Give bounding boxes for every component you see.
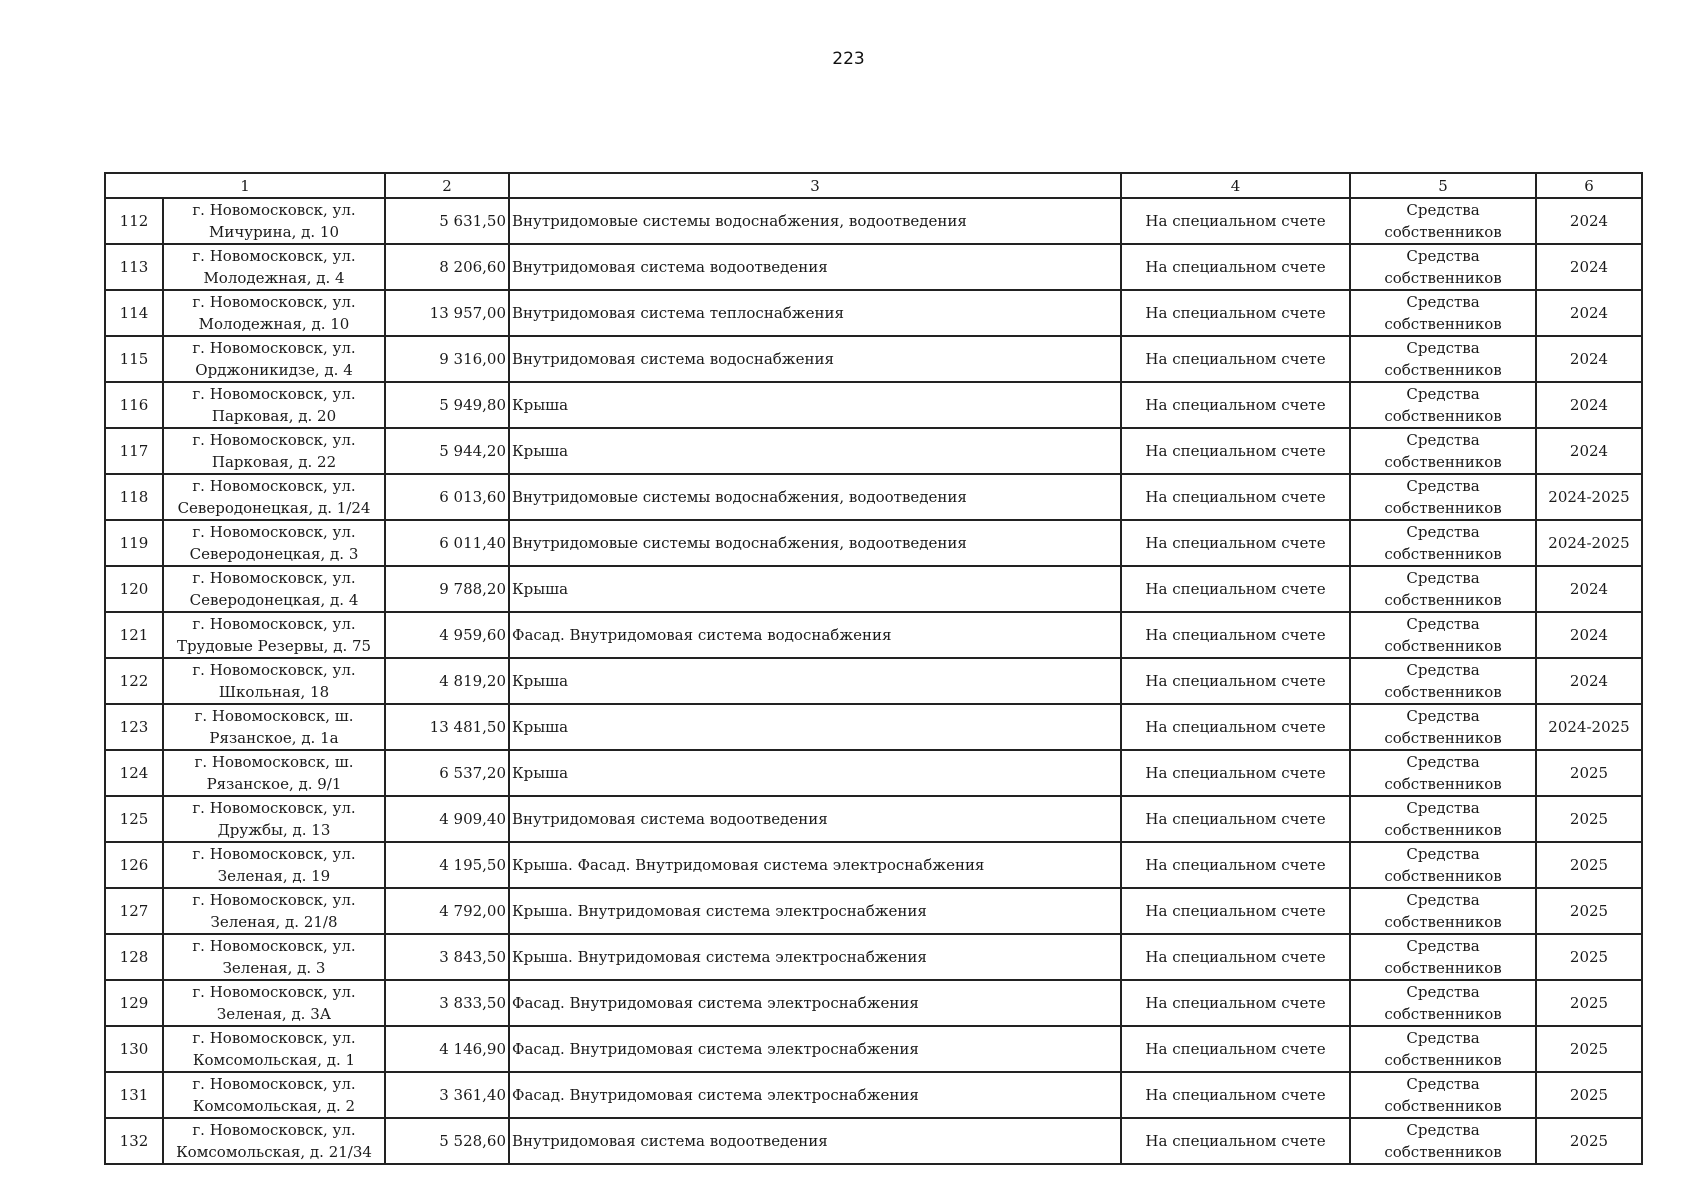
row-number: 125 xyxy=(105,796,163,842)
address-cell xyxy=(163,336,385,382)
address-line-1: г. Новомосковск, ул. xyxy=(192,661,356,679)
header-col-3: 3 xyxy=(509,173,1121,198)
address-line-1: г. Новомосковск, ул. xyxy=(192,845,356,863)
address-cell xyxy=(163,842,385,888)
row-number: 127 xyxy=(105,888,163,934)
table-row xyxy=(105,244,1642,290)
funding-source-line-2: собственников xyxy=(1384,361,1502,379)
works-cell: Внутридомовая система водоотведения xyxy=(509,1118,1121,1164)
works-cell: Крыша xyxy=(509,428,1121,474)
table-row xyxy=(105,612,1642,658)
funding-source-line-1: Средства xyxy=(1406,845,1480,863)
period-cell: 2024 xyxy=(1536,428,1642,474)
funding-source-line-1: Средства xyxy=(1406,799,1480,817)
funding-source-line-2: собственников xyxy=(1384,1051,1502,1069)
cost-cell: 4 146,90 xyxy=(385,1026,509,1072)
funding-source-cell xyxy=(1350,704,1536,750)
method-cell: На специальном счете xyxy=(1121,888,1350,934)
funding-source-line-1: Средства xyxy=(1406,523,1480,541)
row-number: 122 xyxy=(105,658,163,704)
row-number: 126 xyxy=(105,842,163,888)
works-cell: Крыша xyxy=(509,382,1121,428)
funding-source-line-2: собственников xyxy=(1384,959,1502,977)
address-line-2: Мичурина, д. 10 xyxy=(208,223,340,241)
table-row xyxy=(105,1026,1642,1072)
works-cell: Внутридомовая система водоотведения xyxy=(509,244,1121,290)
cost-cell: 5 944,20 xyxy=(385,428,509,474)
row-number: 112 xyxy=(105,198,163,244)
works-cell: Крыша. Внутридомовая система электроснабжения xyxy=(509,888,1121,934)
method-cell: На специальном счете xyxy=(1121,1072,1350,1118)
row-number: 113 xyxy=(105,244,163,290)
funding-source-line-2: собственников xyxy=(1384,821,1502,839)
address-line-1: г. Новомосковск, ул. xyxy=(192,247,356,265)
funding-source-line-1: Средства xyxy=(1406,891,1480,909)
cost-cell: 4 909,40 xyxy=(385,796,509,842)
cost-cell: 5 528,60 xyxy=(385,1118,509,1164)
funding-source-cell xyxy=(1350,566,1536,612)
table-body xyxy=(105,198,1642,1164)
address-cell xyxy=(163,750,385,796)
address-line-1: г. Новомосковск, ул. xyxy=(192,1075,356,1093)
period-cell: 2024 xyxy=(1536,198,1642,244)
funding-source-cell xyxy=(1350,244,1536,290)
table-row xyxy=(105,474,1642,520)
method-cell: На специальном счете xyxy=(1121,244,1350,290)
address-cell xyxy=(163,612,385,658)
funding-source-line-1: Средства xyxy=(1406,983,1480,1001)
page-number: 223 xyxy=(832,49,865,69)
funding-source-line-1: Средства xyxy=(1406,615,1480,633)
funding-source-cell xyxy=(1350,750,1536,796)
funding-source-line-1: Средства xyxy=(1406,1075,1480,1093)
register-table xyxy=(104,172,1643,1165)
address-line-2: Комсомольская, д. 21/34 xyxy=(176,1143,372,1161)
cost-cell: 9 316,00 xyxy=(385,336,509,382)
address-line-2: Школьная, 18 xyxy=(218,683,330,701)
row-number: 117 xyxy=(105,428,163,474)
address-line-2: Северодонецкая, д. 4 xyxy=(189,591,359,609)
address-line-1: г. Новомосковск, ул. xyxy=(192,1029,356,1047)
address-line-1: г. Новомосковск, ул. xyxy=(192,569,356,587)
funding-source-cell xyxy=(1350,1072,1536,1118)
funding-source-line-1: Средства xyxy=(1406,339,1480,357)
method-cell: На специальном счете xyxy=(1121,382,1350,428)
row-number: 121 xyxy=(105,612,163,658)
period-cell: 2025 xyxy=(1536,1026,1642,1072)
funding-source-cell xyxy=(1350,980,1536,1026)
period-cell: 2025 xyxy=(1536,1118,1642,1164)
address-cell xyxy=(163,704,385,750)
table-row xyxy=(105,888,1642,934)
address-cell xyxy=(163,934,385,980)
works-cell: Внутридомовые системы водоснабжения, водоотведения xyxy=(509,198,1121,244)
period-cell: 2024-2025 xyxy=(1536,704,1642,750)
address-line-2: Комсомольская, д. 2 xyxy=(192,1097,356,1115)
funding-source-line-2: собственников xyxy=(1384,591,1502,609)
address-line-2: Орджоникидзе, д. 4 xyxy=(195,361,353,379)
row-number: 124 xyxy=(105,750,163,796)
address-cell xyxy=(163,566,385,612)
funding-source-cell xyxy=(1350,198,1536,244)
method-cell: На специальном счете xyxy=(1121,290,1350,336)
funding-source-line-2: собственников xyxy=(1384,729,1502,747)
funding-source-line-2: собственников xyxy=(1384,1005,1502,1023)
header-row xyxy=(105,173,1642,198)
cost-cell: 13 481,50 xyxy=(385,704,509,750)
row-number: 119 xyxy=(105,520,163,566)
row-number: 120 xyxy=(105,566,163,612)
address-line-2: Комсомольская, д. 1 xyxy=(192,1051,356,1069)
address-line-1: г. Новомосковск, ул. xyxy=(192,201,356,219)
funding-source-cell xyxy=(1350,842,1536,888)
header-col-6: 6 xyxy=(1536,173,1642,198)
funding-source-line-2: собственников xyxy=(1384,913,1502,931)
works-cell: Крыша xyxy=(509,566,1121,612)
period-cell: 2025 xyxy=(1536,796,1642,842)
period-cell: 2024 xyxy=(1536,336,1642,382)
funding-source-line-1: Средства xyxy=(1406,1029,1480,1047)
funding-source-cell xyxy=(1350,474,1536,520)
table-row xyxy=(105,796,1642,842)
address-line-2: Молодежная, д. 10 xyxy=(198,315,350,333)
method-cell: На специальном счете xyxy=(1121,1026,1350,1072)
table-row xyxy=(105,566,1642,612)
period-cell: 2025 xyxy=(1536,980,1642,1026)
cost-cell: 13 957,00 xyxy=(385,290,509,336)
funding-source-line-1: Средства xyxy=(1406,385,1480,403)
period-cell: 2024 xyxy=(1536,290,1642,336)
table-header xyxy=(105,173,1642,198)
address-line-1: г. Новомосковск, ул. xyxy=(192,385,356,403)
header-col-4: 4 xyxy=(1121,173,1350,198)
funding-source-line-2: собственников xyxy=(1384,775,1502,793)
row-number: 132 xyxy=(105,1118,163,1164)
works-cell: Внутридомовые системы водоснабжения, водоотведения xyxy=(509,474,1121,520)
header-col-1: 1 xyxy=(105,173,385,198)
cost-cell: 6 537,20 xyxy=(385,750,509,796)
address-line-1: г. Новомосковск, ул. xyxy=(192,1121,356,1139)
funding-source-line-1: Средства xyxy=(1406,707,1480,725)
works-cell: Внутридомовая система водоснабжения xyxy=(509,336,1121,382)
method-cell: На специальном счете xyxy=(1121,1118,1350,1164)
funding-source-line-1: Средства xyxy=(1406,1121,1480,1139)
method-cell: На специальном счете xyxy=(1121,612,1350,658)
works-cell: Фасад. Внутридомовая система водоснабжения xyxy=(509,612,1121,658)
works-cell: Внутридомовая система водоотведения xyxy=(509,796,1121,842)
funding-source-line-2: собственников xyxy=(1384,223,1502,241)
address-line-1: г. Новомосковск, ул. xyxy=(192,799,356,817)
period-cell: 2024 xyxy=(1536,658,1642,704)
table-row xyxy=(105,1118,1642,1164)
address-line-1: г. Новомосковск, ул. xyxy=(192,891,356,909)
address-line-1: г. Новомосковск, ул. xyxy=(192,477,356,495)
cost-cell: 3 833,50 xyxy=(385,980,509,1026)
funding-source-line-2: собственников xyxy=(1384,315,1502,333)
funding-source-line-2: собственников xyxy=(1384,1143,1502,1161)
address-cell xyxy=(163,428,385,474)
funding-source-cell xyxy=(1350,888,1536,934)
period-cell: 2024 xyxy=(1536,612,1642,658)
method-cell: На специальном счете xyxy=(1121,336,1350,382)
period-cell: 2025 xyxy=(1536,1072,1642,1118)
address-line-2: Северодонецкая, д. 1/24 xyxy=(177,499,371,517)
funding-source-cell xyxy=(1350,658,1536,704)
table-row xyxy=(105,336,1642,382)
cost-cell: 3 361,40 xyxy=(385,1072,509,1118)
address-line-2: Зеленая, д. 21/8 xyxy=(210,913,338,931)
funding-source-cell xyxy=(1350,290,1536,336)
works-cell: Крыша xyxy=(509,750,1121,796)
address-line-2: Трудовые Резервы, д. 75 xyxy=(176,637,372,655)
funding-source-line-1: Средства xyxy=(1406,753,1480,771)
method-cell: На специальном счете xyxy=(1121,704,1350,750)
works-cell: Крыша. Фасад. Внутридомовая система электроснабжения xyxy=(509,842,1121,888)
funding-source-line-2: собственников xyxy=(1384,407,1502,425)
method-cell: На специальном счете xyxy=(1121,750,1350,796)
address-line-2: Северодонецкая, д. 3 xyxy=(189,545,359,563)
funding-source-cell xyxy=(1350,934,1536,980)
address-line-1: г. Новомосковск, ул. xyxy=(192,293,356,311)
works-cell: Фасад. Внутридомовая система электроснабжения xyxy=(509,1072,1121,1118)
funding-source-line-1: Средства xyxy=(1406,431,1480,449)
address-line-2: Парковая, д. 20 xyxy=(211,407,337,425)
table-row xyxy=(105,704,1642,750)
address-cell xyxy=(163,980,385,1026)
address-line-1: г. Новомосковск, ул. xyxy=(192,937,356,955)
row-number: 115 xyxy=(105,336,163,382)
table-row xyxy=(105,290,1642,336)
period-cell: 2024 xyxy=(1536,566,1642,612)
table-row xyxy=(105,934,1642,980)
funding-source-line-1: Средства xyxy=(1406,937,1480,955)
method-cell: На специальном счете xyxy=(1121,980,1350,1026)
address-cell xyxy=(163,1072,385,1118)
method-cell: На специальном счете xyxy=(1121,520,1350,566)
period-cell: 2025 xyxy=(1536,750,1642,796)
row-number: 116 xyxy=(105,382,163,428)
address-cell xyxy=(163,382,385,428)
works-cell: Крыша xyxy=(509,704,1121,750)
table-row xyxy=(105,1072,1642,1118)
table-row xyxy=(105,842,1642,888)
method-cell: На специальном счете xyxy=(1121,934,1350,980)
method-cell: На специальном счете xyxy=(1121,796,1350,842)
funding-source-cell xyxy=(1350,428,1536,474)
table-row xyxy=(105,750,1642,796)
address-cell xyxy=(163,888,385,934)
funding-source-line-2: собственников xyxy=(1384,1097,1502,1115)
address-cell xyxy=(163,520,385,566)
funding-source-line-2: собственников xyxy=(1384,453,1502,471)
cost-cell: 4 792,00 xyxy=(385,888,509,934)
row-number: 128 xyxy=(105,934,163,980)
cost-cell: 4 195,50 xyxy=(385,842,509,888)
address-line-2: Зеленая, д. 3А xyxy=(216,1005,332,1023)
address-cell xyxy=(163,658,385,704)
address-line-2: Парковая, д. 22 xyxy=(211,453,337,471)
funding-source-line-2: собственников xyxy=(1384,499,1502,517)
cost-cell: 4 819,20 xyxy=(385,658,509,704)
table-row xyxy=(105,980,1642,1026)
period-cell: 2025 xyxy=(1536,888,1642,934)
address-line-1: г. Новомосковск, ш. xyxy=(194,707,354,725)
funding-source-cell xyxy=(1350,1026,1536,1072)
funding-source-line-1: Средства xyxy=(1406,661,1480,679)
funding-source-line-1: Средства xyxy=(1406,477,1480,495)
funding-source-cell xyxy=(1350,1118,1536,1164)
header-col-2: 2 xyxy=(385,173,509,198)
funding-source-line-1: Средства xyxy=(1406,293,1480,311)
period-cell: 2024-2025 xyxy=(1536,474,1642,520)
works-cell: Фасад. Внутридомовая система электроснабжения xyxy=(509,980,1121,1026)
table-row xyxy=(105,428,1642,474)
cost-cell: 9 788,20 xyxy=(385,566,509,612)
works-cell: Внутридомовые системы водоснабжения, водоотведения xyxy=(509,520,1121,566)
cost-cell: 5 949,80 xyxy=(385,382,509,428)
period-cell: 2024 xyxy=(1536,244,1642,290)
funding-source-line-1: Средства xyxy=(1406,201,1480,219)
funding-source-cell xyxy=(1350,336,1536,382)
row-number: 131 xyxy=(105,1072,163,1118)
address-line-1: г. Новомосковск, ул. xyxy=(192,431,356,449)
address-line-2: Зеленая, д. 19 xyxy=(217,867,331,885)
row-number: 114 xyxy=(105,290,163,336)
address-line-2: Молодежная, д. 4 xyxy=(203,269,345,287)
period-cell: 2024-2025 xyxy=(1536,520,1642,566)
row-number: 123 xyxy=(105,704,163,750)
works-cell: Крыша. Внутридомовая система электроснабжения xyxy=(509,934,1121,980)
cost-cell: 8 206,60 xyxy=(385,244,509,290)
cost-cell: 6 013,60 xyxy=(385,474,509,520)
address-cell xyxy=(163,796,385,842)
method-cell: На специальном счете xyxy=(1121,428,1350,474)
row-number: 118 xyxy=(105,474,163,520)
row-number: 130 xyxy=(105,1026,163,1072)
works-cell: Фасад. Внутридомовая система электроснабжения xyxy=(509,1026,1121,1072)
funding-source-cell xyxy=(1350,612,1536,658)
funding-source-cell xyxy=(1350,520,1536,566)
table-row xyxy=(105,382,1642,428)
funding-source-line-1: Средства xyxy=(1406,569,1480,587)
method-cell: На специальном счете xyxy=(1121,566,1350,612)
funding-source-line-2: собственников xyxy=(1384,269,1502,287)
header-col-5: 5 xyxy=(1350,173,1536,198)
row-number: 129 xyxy=(105,980,163,1026)
table-row xyxy=(105,198,1642,244)
cost-cell: 3 843,50 xyxy=(385,934,509,980)
method-cell: На специальном счете xyxy=(1121,474,1350,520)
funding-source-line-1: Средства xyxy=(1406,247,1480,265)
funding-source-line-2: собственников xyxy=(1384,683,1502,701)
cost-cell: 4 959,60 xyxy=(385,612,509,658)
address-line-2: Рязанское, д. 9/1 xyxy=(206,775,342,793)
address-cell xyxy=(163,290,385,336)
address-cell xyxy=(163,244,385,290)
address-line-1: г. Новомосковск, ш. xyxy=(194,753,354,771)
address-cell xyxy=(163,1026,385,1072)
funding-source-line-2: собственников xyxy=(1384,545,1502,563)
period-cell: 2025 xyxy=(1536,934,1642,980)
method-cell: На специальном счете xyxy=(1121,658,1350,704)
address-line-2: Зеленая, д. 3 xyxy=(222,959,326,977)
funding-source-cell xyxy=(1350,382,1536,428)
address-cell xyxy=(163,198,385,244)
method-cell: На специальном счете xyxy=(1121,198,1350,244)
cost-cell: 5 631,50 xyxy=(385,198,509,244)
table-row xyxy=(105,658,1642,704)
period-cell: 2024 xyxy=(1536,382,1642,428)
address-line-2: Дружбы, д. 13 xyxy=(217,821,331,839)
address-line-1: г. Новомосковск, ул. xyxy=(192,615,356,633)
works-cell: Крыша xyxy=(509,658,1121,704)
address-cell xyxy=(163,474,385,520)
address-cell xyxy=(163,1118,385,1164)
cost-cell: 6 011,40 xyxy=(385,520,509,566)
funding-source-line-2: собственников xyxy=(1384,867,1502,885)
address-line-2: Рязанское, д. 1а xyxy=(209,729,339,747)
funding-source-line-2: собственников xyxy=(1384,637,1502,655)
address-line-1: г. Новомосковск, ул. xyxy=(192,523,356,541)
works-cell: Внутридомовая система теплоснабжения xyxy=(509,290,1121,336)
funding-source-cell xyxy=(1350,796,1536,842)
method-cell: На специальном счете xyxy=(1121,842,1350,888)
address-line-1: г. Новомосковск, ул. xyxy=(192,339,356,357)
table-row xyxy=(105,520,1642,566)
address-line-1: г. Новомосковск, ул. xyxy=(192,983,356,1001)
period-cell: 2025 xyxy=(1536,842,1642,888)
